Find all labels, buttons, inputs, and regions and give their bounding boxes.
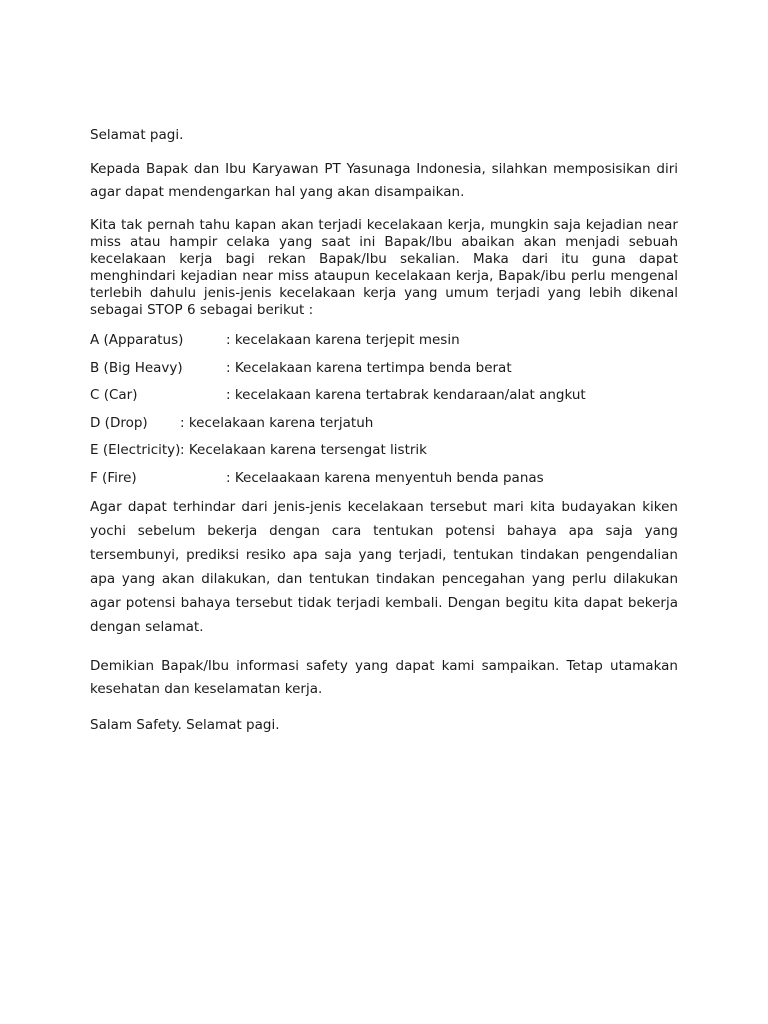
stop6-term: C (Car): [90, 387, 138, 403]
kiken-yochi-paragraph: Agar dapat terhindar dari jenis-jenis kecelakaan tersebut mari kita budayakan kiken yochi sebelum bekerja dengan cara tentukan potensi bahaya apa saja yang tersembunyi, prediksi resiko apa saja yang terjadi, tentukan tindakan pengendalian apa yang akan dilakukan, dan tentukan tindakan pencegahan yang perlu dilakukan agar potensi bahaya tersebut tidak terjadi kembali. Dengan begitu kita dapat bekerja dengan selamat.: [90, 498, 678, 635]
stop6-term: A (Apparatus): [90, 332, 184, 348]
stop6-desc: : kecelakaan karena terjepit mesin: [226, 332, 460, 348]
stop6-term: F (Fire): [90, 469, 137, 486]
list-item: [90, 357, 678, 379]
list-item: [90, 439, 678, 461]
stop6-desc: : Kecelakaan karena tertimpa benda berat: [226, 359, 512, 376]
stop6-term: E (Electricity): [90, 442, 181, 458]
stop6-desc: : kecelakaan karena tertabrak kendaraan/alat angkut: [226, 387, 586, 403]
body-paragraph: Kita tak pernah tahu kapan akan terjadi kecelakaan kerja, mungkin saja kejadian near miss atau hampir celaka yang saat ini Bapak/Ibu abaikan akan menjadi sebuah kecelakaan kerja bagi rekan Bapak/Ibu sekalian. Maka dari itu guna dapat menghindari kejadian near miss ataupun kecelakaan kerja, Bapak/ibu perlu mengenal terlebih dahulu jenis-jenis kecelakaan kerja yang umum terjadi yang lebih dikenal sebagai STOP 6 sebagai berikut :: [90, 217, 678, 318]
stop6-term: D (Drop): [90, 414, 148, 431]
signoff: Salam Safety. Selamat pagi.: [90, 716, 280, 733]
closing-paragraph: Demikian Bapak/Ibu informasi safety yang dapat kami sampaikan. Tetap utamakan kesehatan dan keselamatan kerja.: [90, 657, 678, 697]
greeting: Selamat pagi.: [90, 127, 184, 143]
stop6-desc: : kecelakaan karena terjatuh: [180, 414, 374, 431]
stop6-desc: : Kecelaakaan karena menyentuh benda panas: [226, 469, 544, 486]
stop6-list: [90, 329, 678, 489]
document-page: [90, 124, 678, 750]
stop6-term: B (Big Heavy): [90, 359, 183, 376]
list-item: [90, 412, 678, 434]
stop6-desc: : Kecelakaan karena tersengat listrik: [180, 442, 428, 458]
list-item: [90, 329, 678, 351]
intro-paragraph: Kepada Bapak dan Ibu Karyawan PT Yasunaga Indonesia, silahkan memposisikan diri agar dapat mendengarkan hal yang akan disampaikan.: [90, 161, 678, 200]
list-item: [90, 467, 678, 489]
list-item: [90, 384, 678, 406]
